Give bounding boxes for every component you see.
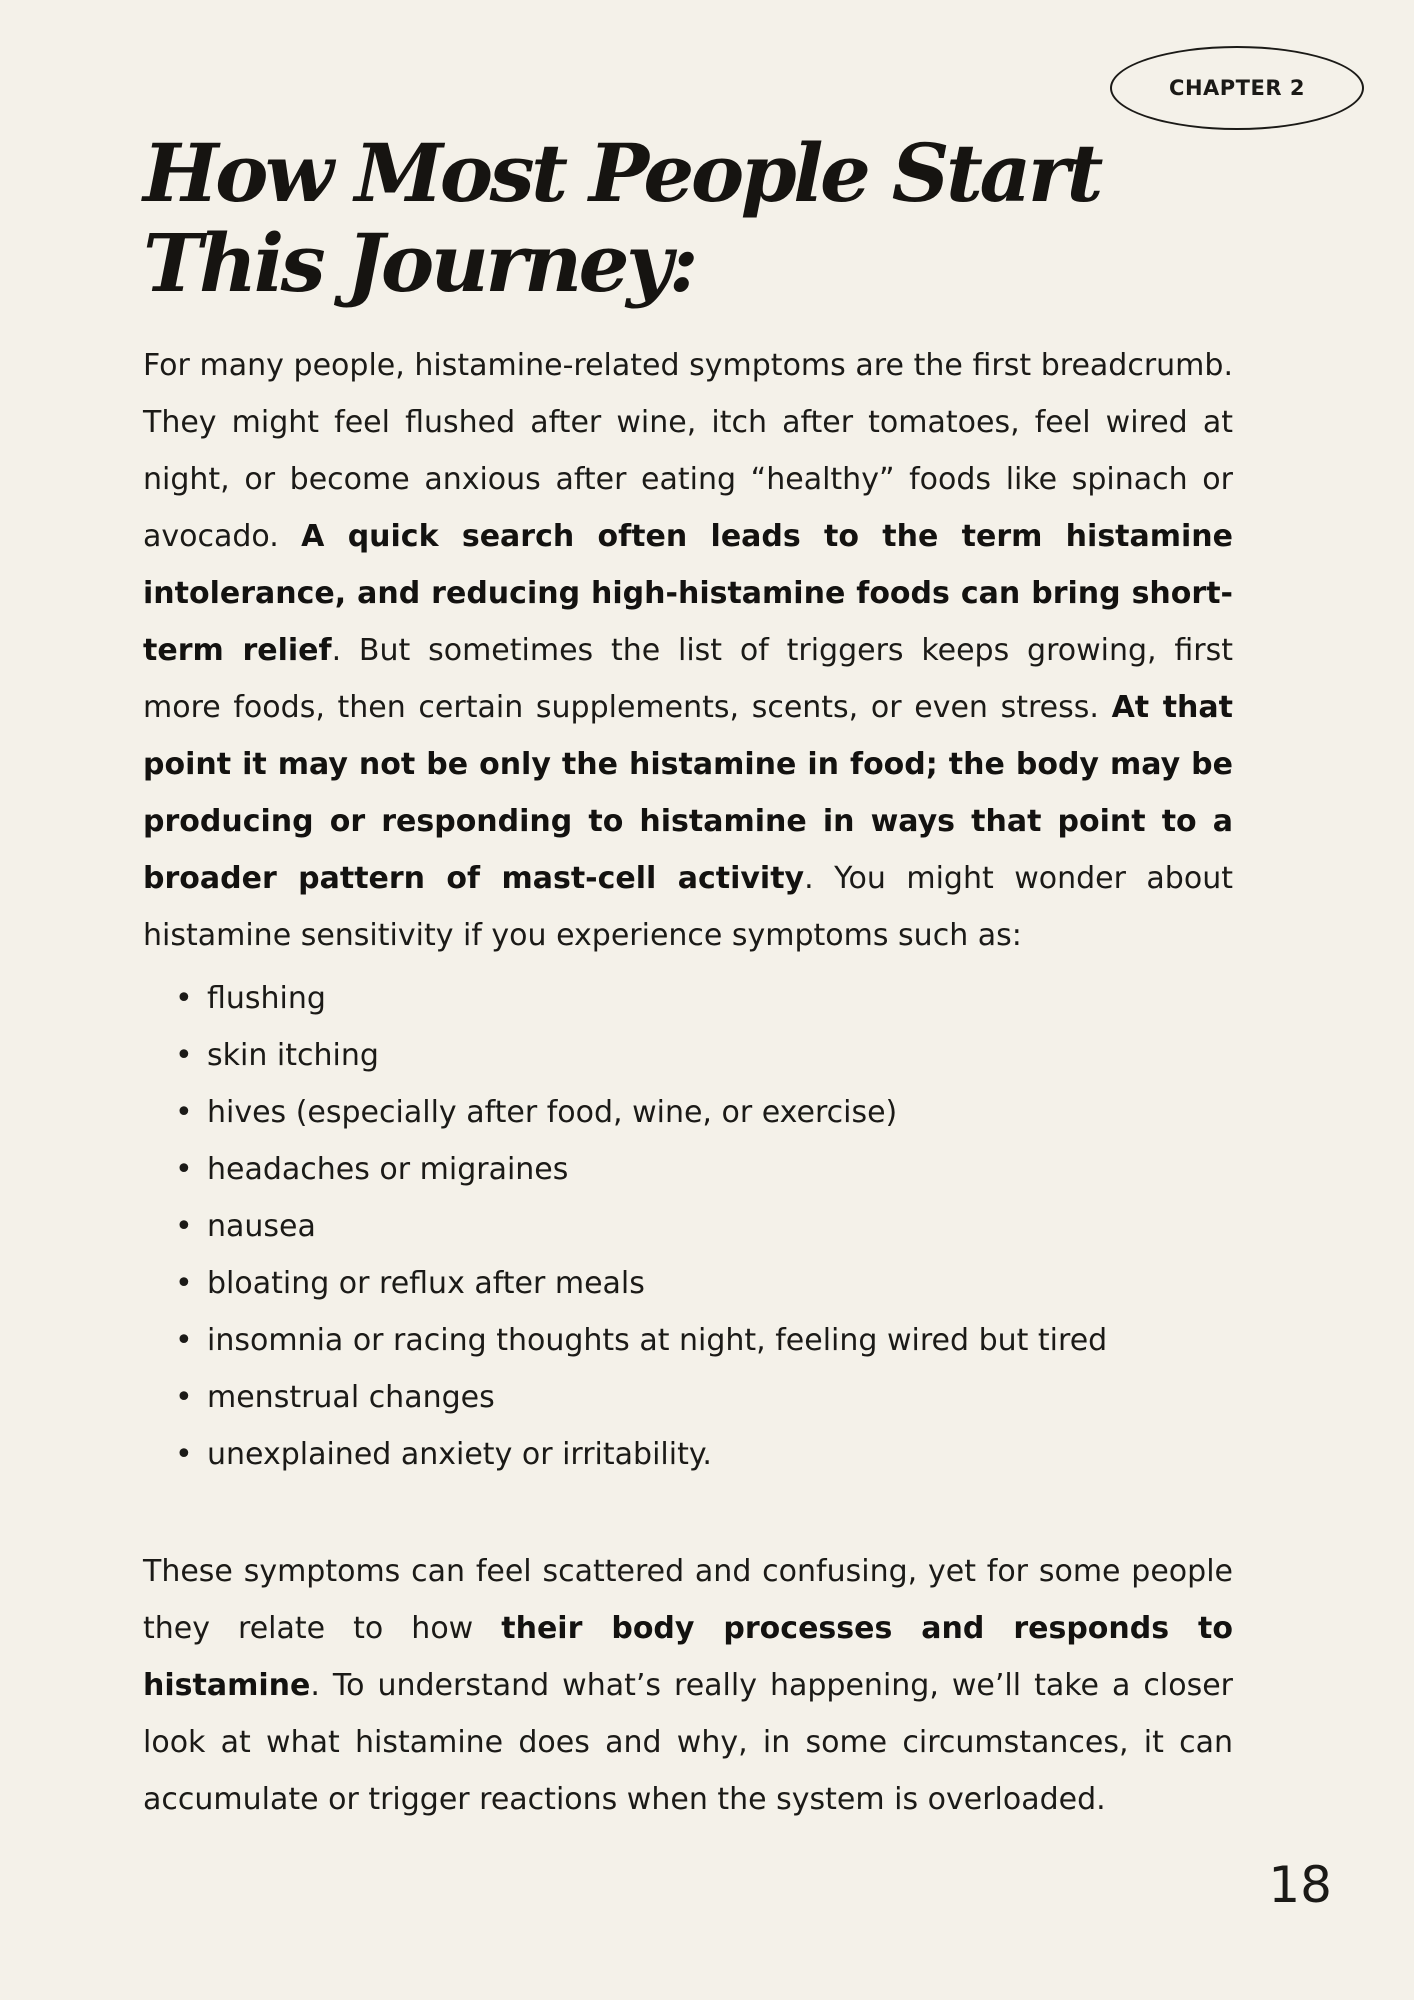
- text-segment: . You might wonder about histamine sensitivity if you experience symptoms such as:: [143, 860, 1233, 953]
- symptom-list-item: • flushing: [175, 970, 1233, 1027]
- bold-text-segment: A quick search often leads to the term histamine intolerance, and reducing high-histamine foods can bring short-term relief: [143, 518, 1234, 668]
- closing-paragraph: [143, 1543, 1233, 1828]
- text-segment: . To understand what’s really happening, we’ll take a closer look at what histamine does and why, in some circumstances, it can accumulate or trigger reactions when the system is overloaded.: [143, 1667, 1233, 1817]
- symptom-list-item: • nausea: [175, 1198, 1233, 1255]
- page-number: 18: [1268, 1856, 1332, 1914]
- page-content: [143, 0, 1233, 1828]
- symptom-list-item: • headaches or migraines: [175, 1141, 1233, 1198]
- symptom-list-item: • unexplained anxiety or irritability.: [175, 1426, 1233, 1483]
- text-segment: These symptoms can feel scattered and confusing, yet for some people they relate to how: [143, 1553, 1233, 1646]
- chapter-badge-label: CHAPTER 2: [1169, 76, 1305, 100]
- symptom-list-item: • insomnia or racing thoughts at night, feeling wired but tired: [175, 1312, 1233, 1369]
- text-segment: For many people, histamine-related symptoms are the first breadcrumb. They might feel flushed after wine, itch after tomatoes, feel wired at night, or become anxious after eating “healthy” foods like spinach or avocado.: [143, 347, 1233, 554]
- intro-paragraph: [143, 337, 1233, 964]
- symptom-list-item: • skin itching: [175, 1027, 1233, 1084]
- bold-text-segment: their body processes and responds to histamine: [143, 1610, 1233, 1703]
- symptom-list-item: • hives (especially after food, wine, or exercise): [175, 1084, 1233, 1141]
- page-title: How Most People Start This Journey:: [143, 126, 1100, 311]
- symptom-list-item: • menstrual changes: [175, 1369, 1233, 1426]
- symptom-list: [143, 970, 1233, 1483]
- text-segment: . But sometimes the list of triggers keeps growing, first more foods, then certain supplements, scents, or even stress.: [143, 632, 1234, 725]
- bold-text-segment: At that point it may not be only the histamine in food; the body may be producing or responding to histamine in ways that point to a broader pattern of mast-cell activity: [143, 689, 1233, 896]
- symptom-list-item: • bloating or reflux after meals: [175, 1255, 1233, 1312]
